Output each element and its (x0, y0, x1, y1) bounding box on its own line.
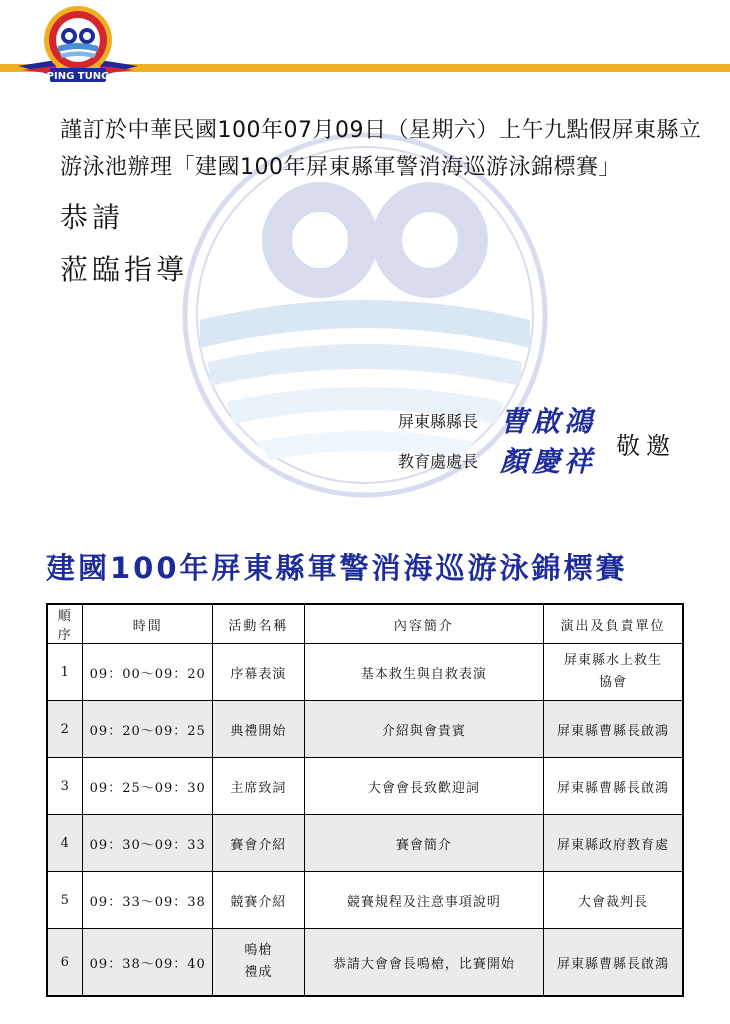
cell-time: 09：00～09：20 (83, 644, 213, 701)
table-row (47, 929, 683, 997)
invitation-line-1: 謹訂於中華民國100年07月09日（星期六）上午九點假屏東縣立 (60, 118, 702, 143)
table-row (47, 815, 683, 872)
table-row (47, 644, 683, 701)
table-row (47, 701, 683, 758)
signer-title: 教育處處長 (398, 451, 479, 471)
signers-block (398, 400, 596, 480)
cell-unit: 大會裁判長 (543, 872, 683, 929)
invitation-line-2: 游泳池辦理「建國100年屏東縣軍警消海巡游泳錦標賽」 (60, 155, 621, 180)
cell-unit-line: 協會 (598, 675, 627, 690)
cell-activity: 競賽介紹 (213, 872, 305, 929)
request-phrase-guidance: 蒞臨指導 (60, 253, 189, 286)
cell-activity-line: 鳴槍 (244, 943, 273, 958)
cell-unit: 屏東縣曹縣長啟鴻 (543, 758, 683, 815)
cell-content: 大會會長致歡迎詞 (304, 758, 543, 815)
cell-content: 賽會簡介 (304, 815, 543, 872)
signer-row (398, 440, 596, 480)
signer-name: 曹啟鴻 (500, 405, 597, 438)
cell-unit (543, 644, 683, 701)
logo-text: PING TUNG (46, 71, 110, 82)
cell-unit: 屏東縣曹縣長啟鴻 (543, 929, 683, 997)
cell-content: 恭請大會會長鳴槍，比賽開始 (304, 929, 543, 997)
cell-activity: 賽會介紹 (213, 815, 305, 872)
request-phrase: 恭請 (60, 201, 125, 234)
table-row (47, 758, 683, 815)
cell-order: 1 (47, 644, 83, 701)
cell-order: 4 (47, 815, 83, 872)
cell-activity-line: 禮成 (244, 965, 273, 980)
program-table (46, 603, 684, 997)
cell-activity (213, 929, 305, 997)
cell-order: 3 (47, 758, 83, 815)
closing-phrase: 敬邀 (616, 432, 676, 460)
table-row (47, 872, 683, 929)
cell-unit: 屏東縣政府教育處 (543, 815, 683, 872)
table-header-row (47, 604, 683, 644)
cell-order: 2 (47, 701, 83, 758)
cell-content: 基本救生與自救表演 (304, 644, 543, 701)
cell-time: 09：38～09：40 (83, 929, 213, 997)
invitation-text (60, 112, 700, 186)
cell-time: 09：33～09：38 (83, 872, 213, 929)
header-time: 時間 (83, 604, 213, 644)
cell-order: 5 (47, 872, 83, 929)
header-content: 內容簡介 (304, 604, 543, 644)
event-title: 建國100年屏東縣軍警消海巡游泳錦標賽 (46, 551, 628, 585)
cell-time: 09：30～09：33 (83, 815, 213, 872)
cell-activity: 序幕表演 (213, 644, 305, 701)
signer-name: 顏慶祥 (500, 445, 597, 478)
cell-unit: 屏東縣曹縣長啟鴻 (543, 701, 683, 758)
cell-activity: 典禮開始 (213, 701, 305, 758)
event-logo (16, 4, 140, 88)
header-order: 順序 (47, 604, 83, 644)
cell-activity: 主席致詞 (213, 758, 305, 815)
header-unit: 演出及負責單位 (543, 604, 683, 644)
cell-time: 09：25～09：30 (83, 758, 213, 815)
cell-unit-line: 屏東縣水上救生 (563, 653, 662, 668)
signer-title: 屏東縣縣長 (398, 411, 479, 431)
cell-time: 09：20～09：25 (83, 701, 213, 758)
header-activity: 活動名稱 (213, 604, 305, 644)
signer-row (398, 400, 596, 440)
cell-order: 6 (47, 929, 83, 997)
cell-content: 競賽規程及注意事項說明 (304, 872, 543, 929)
cell-content: 介紹與會貴賓 (304, 701, 543, 758)
